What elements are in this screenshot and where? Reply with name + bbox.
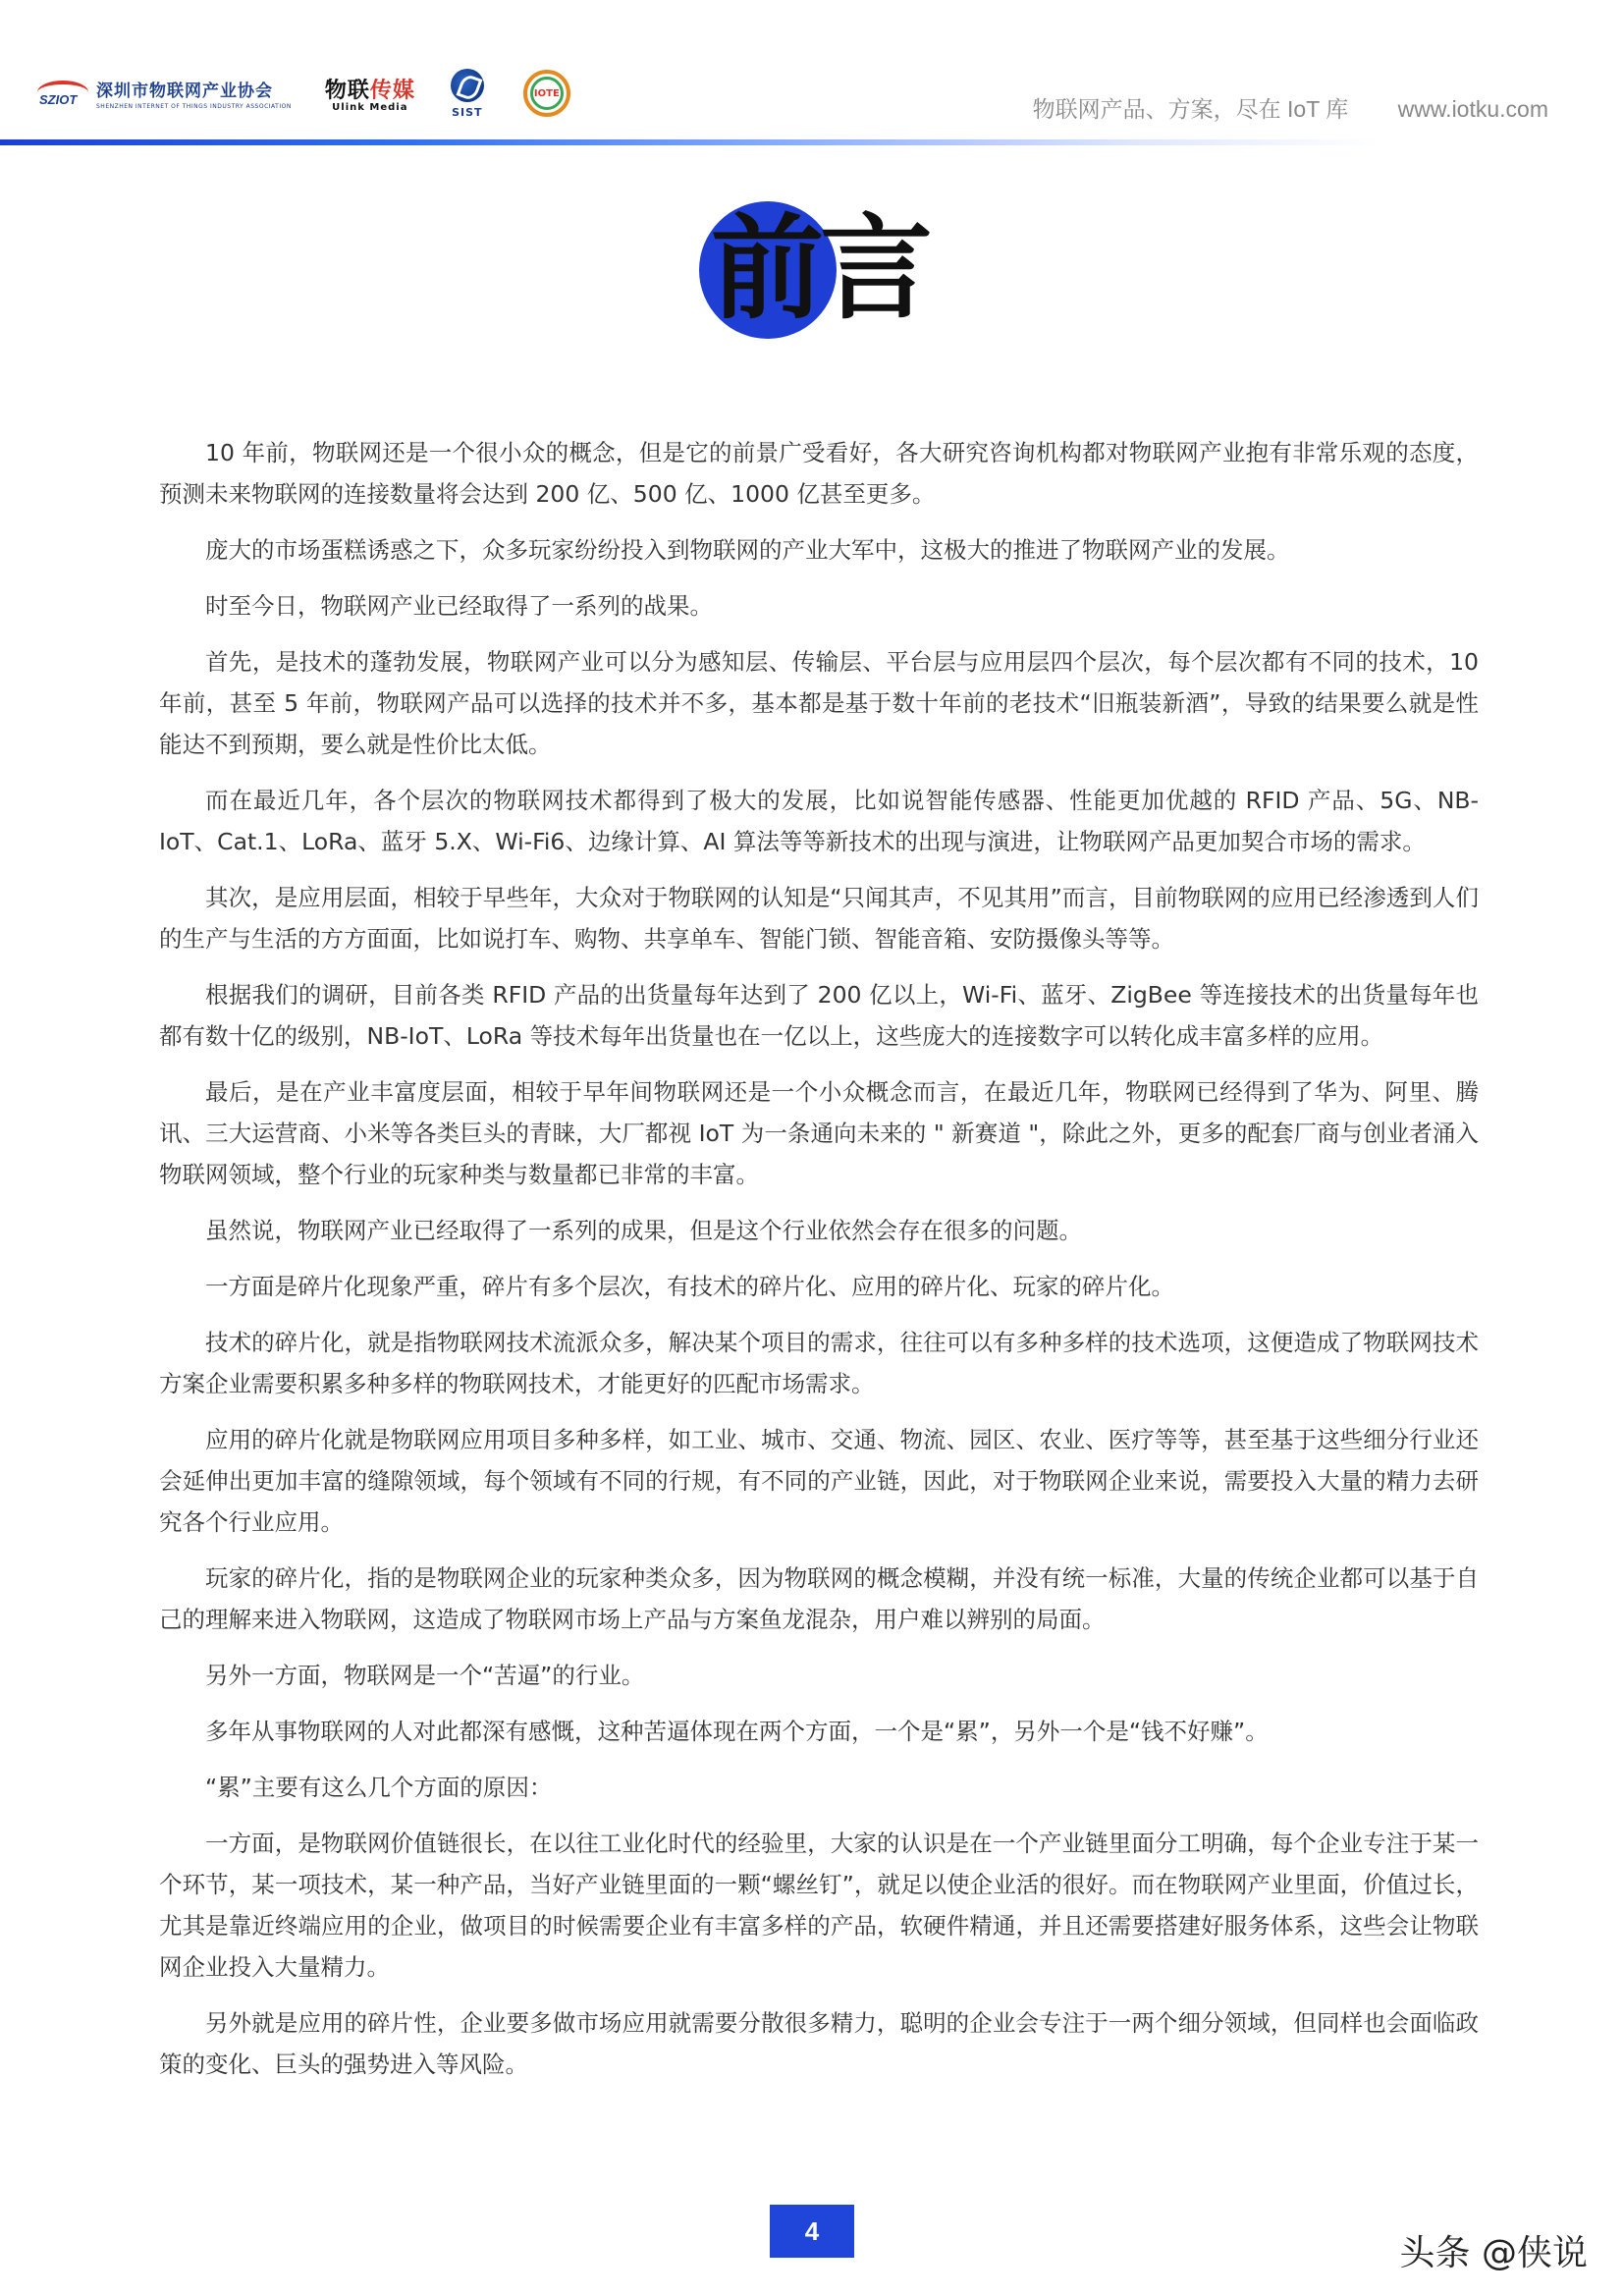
ulink-media-logo xyxy=(325,74,415,113)
paragraph: 最后，是在产业丰富度层面，相较于早年间物联网还是一个小众概念而言，在最近几年，物联网已经得到了华为、阿里、腾讯、三大运营商、小米等各类巨头的青睐，大厂都视 IoT 为一条通向未来的 " 新赛道 "，除此之外，更多的配套厂商与创业者涌入物联网领域，整个行业的玩家种类与数量都已非常的丰富。 xyxy=(159,1078,1479,1188)
partner-logos xyxy=(37,61,570,126)
page-number: 4 xyxy=(770,2205,854,2258)
paragraph: 首先，是技术的蓬勃发展，物联网产业可以分为感知层、传输层、平台层与应用层四个层次，每个层次都有不同的技术，10 年前，甚至 5 年前，物联网产品可以选择的技术并不多，基本都是基于数十年前的老技术“旧瓶装新酒”，导致的结果要么就是性能达不到预期，要么就是性价比太低。 xyxy=(159,648,1479,758)
paragraph: 技术的碎片化，就是指物联网技术流派众多，解决某个项目的需求，往往可以有多种多样的技术选项，这便造成了物联网技术方案企业需要积累多种多样的物联网技术，才能更好的匹配市场需求。 xyxy=(159,1329,1479,1397)
header-slogan: 物联网产品、方案，尽在 IoT 库 xyxy=(1032,96,1349,122)
paragraph: 10 年前，物联网还是一个很小众的概念，但是它的前景广受看好，各大研究咨询机构都对物联网产业抱有非常乐观的态度，预测未来物联网的连接数量将会达到 200 亿、500 亿、1000 亿甚至更多。 xyxy=(159,439,1479,508)
paragraph: 多年从事物联网的人对此都深有感慨，这种苦逼体现在两个方面，一个是“累”，另外一个是“钱不好赚”。 xyxy=(205,1718,1269,1745)
page-title-block xyxy=(699,201,954,368)
header-gradient-line xyxy=(0,139,1623,145)
paragraph: 另外就是应用的碎片性，企业要多做市场应用就需要分散很多精力，聪明的企业会专注于一两个细分领域，但同样也会面临政策的变化、巨头的强势进入等风险。 xyxy=(159,2009,1479,2078)
paragraph: 而在最近几年，各个层次的物联网技术都得到了极大的发展，比如说智能传感器、性能更加优越的 RFID 产品、5G、NB-IoT、Cat.1、LoRa、蓝牙 5.X、Wi-Fi6、边缘计算、AI 算法等等新技术的出现与演进，让物联网产品更加契合市场的需求。 xyxy=(159,787,1479,855)
ulink-logo-cn-1: 物联 xyxy=(324,79,370,103)
paragraph: 另外一方面，物联网是一个“苦逼”的行业。 xyxy=(205,1662,645,1689)
ulink-logo-cn-2: 传媒 xyxy=(369,79,415,103)
sist-logo-text: SIST xyxy=(452,105,483,119)
paragraph: 庞大的市场蛋糕诱惑之下，众多玩家纷纷投入到物联网的产业大军中，这极大的推进了物联网产业的发展。 xyxy=(205,536,1290,564)
paragraph: 玩家的碎片化，指的是物联网企业的玩家种类众多，因为物联网的概念模糊，并没有统一标准，大量的传统企业都可以基于自己的理解来进入物联网，这造成了物联网市场上产品与方案鱼龙混杂，用户难以辨别的局面。 xyxy=(159,1564,1479,1633)
paragraph: 根据我们的调研，目前各类 RFID 产品的出货量每年达到了 200 亿以上，Wi-Fi、蓝牙、ZigBee 等连接技术的出货量每年也都有数十亿的级别，NB-IoT、LoRa 等技术每年出货量也在一亿以上，这些庞大的连接数字可以转化成丰富多样的应用。 xyxy=(159,981,1479,1050)
sziot-logo-mark xyxy=(37,79,88,108)
sziot-logo-name: 深圳市物联网产业协会 xyxy=(96,82,273,101)
sziot-logo xyxy=(37,77,292,110)
watermark: 头条 @侠说 xyxy=(1399,2233,1588,2273)
sist-logo-icon xyxy=(451,69,484,102)
sziot-logo-english: SHENZHEN INTERNET OF THINGS INDUSTRY ASSOCIATION xyxy=(96,103,292,110)
ulink-logo-en: Ulink Media xyxy=(332,102,408,113)
paragraph: 应用的碎片化就是物联网应用项目多种多样，如工业、城市、交通、物流、园区、农业、医疗等等，甚至基于这些细分行业还会延伸出更加丰富的缝隙领域，每个领域有不同的行规，有不同的产业链，因此，对于物联网企业来说，需要投入大量的精力去研究各个行业应用。 xyxy=(159,1426,1479,1536)
header-right xyxy=(1033,91,1548,124)
paragraph: 其次，是应用层面，相较于早些年，大众对于物联网的认知是“只闻其声，不见其用”而言，目前物联网的应用已经渗透到人们的生产与生活的方方面面，比如说打车、购物、共享单车、智能门锁、智能音箱、安防摄像头等等。 xyxy=(159,884,1479,953)
header-website[interactable]: www.iotku.com xyxy=(1397,96,1548,122)
body-text xyxy=(159,432,1479,2100)
page-title: 前言 xyxy=(711,203,930,335)
iote-logo xyxy=(523,70,570,117)
paragraph: “累”主要有这么几个方面的原因： xyxy=(205,1774,553,1801)
sziot-logo-mark-text: SZIOT xyxy=(39,92,78,107)
iote-logo-text: IOTE xyxy=(533,87,560,99)
page-header xyxy=(0,0,1623,147)
sist-logo xyxy=(451,69,484,119)
paragraph: 一方面，是物联网价值链很长，在以往工业化时代的经验里，大家的认识是在一个产业链里面分工明确，每个企业专注于某一个环节，某一项技术，某一种产品，当好产业链里面的一颗“螺丝钉”，就足以使企业活的很好。而在物联网产业里面，价值过长，尤其是靠近终端应用的企业，做项目的时候需要企业有丰富多样的产品，软硬件精通，并且还需要搭建好服务体系，这些会让物联网企业投入大量精力。 xyxy=(159,1830,1479,1981)
paragraph: 一方面是碎片化现象严重，碎片有多个层次，有技术的碎片化、应用的碎片化、玩家的碎片化。 xyxy=(205,1273,1174,1300)
paragraph: 虽然说，物联网产业已经取得了一系列的成果，但是这个行业依然会存在很多的问题。 xyxy=(205,1217,1082,1244)
paragraph: 时至今日，物联网产业已经取得了一系列的战果。 xyxy=(205,592,713,620)
